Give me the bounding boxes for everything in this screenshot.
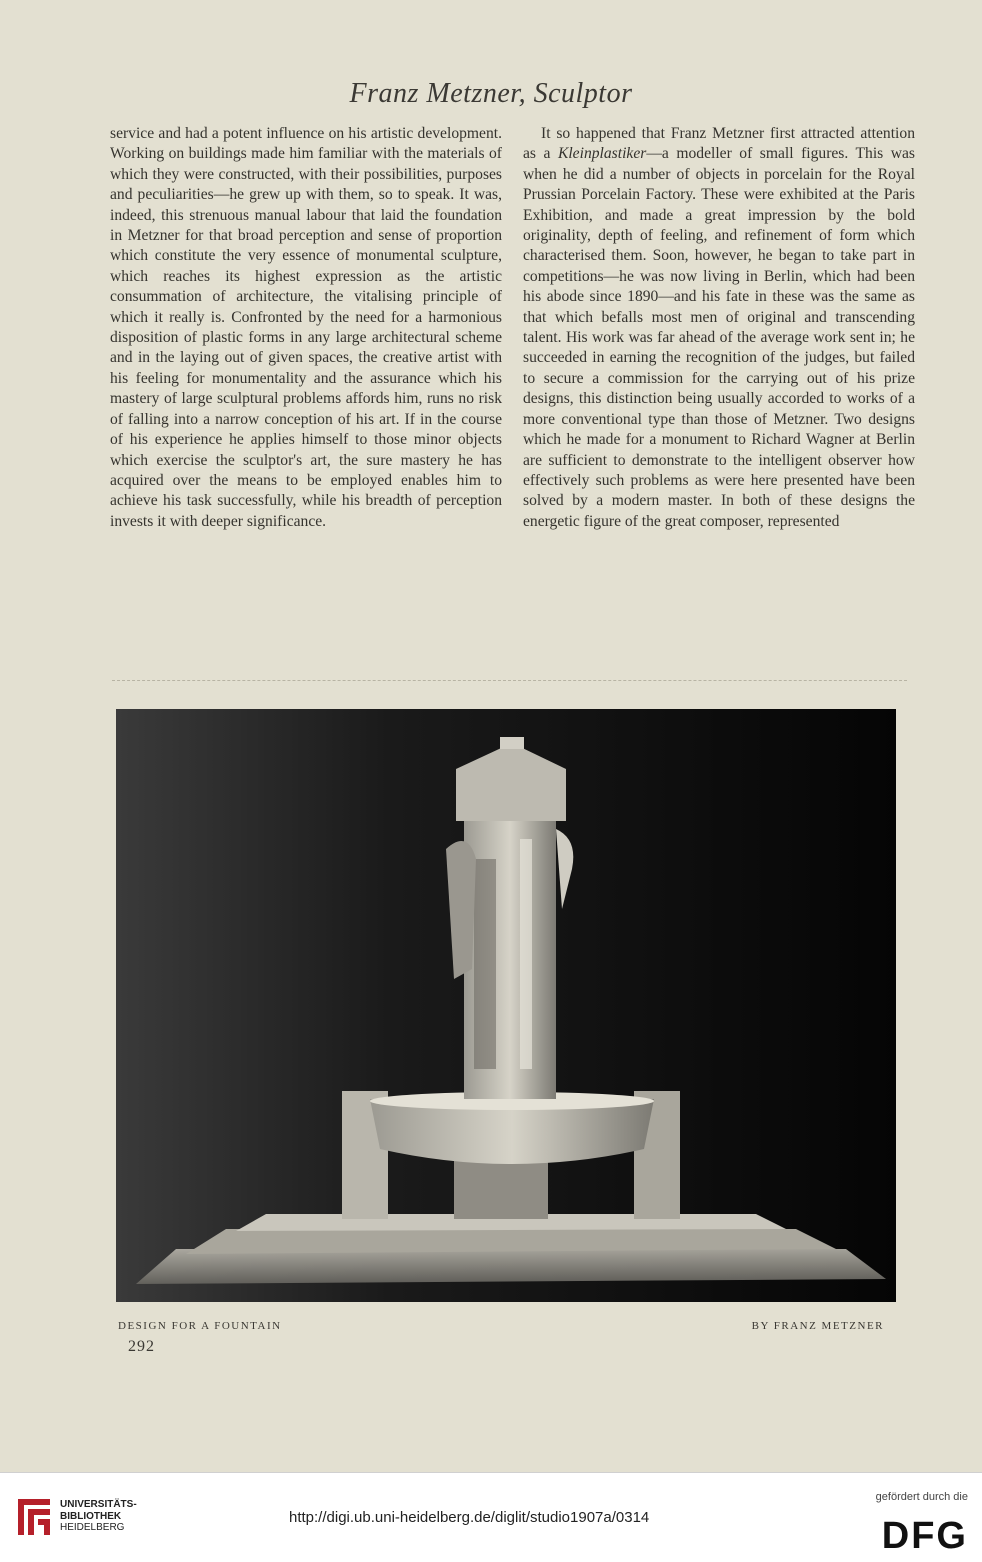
page-number: 292 [128,1338,155,1355]
library-name-line: BIBLIOTHEK [60,1510,122,1522]
permalink-link[interactable]: http://digi.ub.uni-heidelberg.de/diglit/studio1907a/0314 [289,1509,650,1526]
plate-caption: DESIGN FOR A FOUNTAIN [118,1320,282,1332]
right-text-rest: —a modeller of small figures. This was when he did a number of objects in porcelain for the Royal Prussian Porcelain Factory. These were exhibited at the Paris Exhibition, and made a great impression by the bold originality, depth of feeling, and refinement of form which characterised them. Soon, however, he began to take part in competitions—he was now living in Berlin, which had been his abode since 1890—and his fate in these was the same as that which befalls most men of original and transcending talent. His work was far ahead of the average work sent in; he succeeded in earning the recognition of the judges, but failed to secure a commission for the carrying out of his prize designs, this distinction being usually accorded to works of a more conventional type than those of Metzner. Two designs which he made for a monument to Richard Wagner at Berlin are sufficient to demonstrate to the intelligent observer how effectively such problems as were here presented have been solved by a modern master. In both of these designs the energetic figure of the great composer, represented [523,145,915,530]
right-text-start: It so happened that Franz Metzner first attracted attention as a [523,125,915,163]
page-divider [112,680,907,682]
left-text-column [110,124,502,532]
fountain-illustration [116,709,896,1302]
right-paragraph [523,124,915,532]
plate-credit: BY FRANZ METZNER [751,1320,884,1332]
university-library-logo-icon [14,1495,54,1539]
running-head: Franz Metzner, Sculptor [349,78,633,109]
library-name [60,1499,137,1534]
left-paragraph: service and had a potent influence on his artistic development. Working on buildings made him familiar with the materials of which they were constructed, with their possibilities, purposes and peculiarities—he grew up with them, so to speak. It was, indeed, this strenuous manual labour that laid the foundation in Metzner for that broad perception and sense of proportion which constitute the very essence of monumental sculpture, which reaches its highest expression as the artistic consummation of architecture, the vitalising principle of which it really is. Confronted by the need for a harmonious disposition of plastic forms in any large architectural scheme and in the laying out of given spaces, the creative artist with his feeling for monumentality and the assurance which his mastery of large sculptural problems affords him, runs no risk of falling into a narrow conception of his art. If in the course of his experience he applies himself to those minor objects which exercise the sculptor's art, the sure mastery he has acquired over the means to be employed enables him to achieve his task successfully, while his breadth of perception invests it with deeper significance. [110,125,502,530]
library-name-line: UNIVERSITÄTS- [60,1499,137,1510]
digitization-footer [0,1472,982,1562]
right-text-column [523,124,915,532]
funding-note: gefördert durch die [875,1491,968,1503]
italic-term: Kleinplastiker [557,145,647,163]
library-name-line: HEIDELBERG [60,1522,125,1533]
dfg-logo: DFG [881,1515,968,1557]
permalink[interactable] [289,1509,649,1526]
fountain-photograph [116,709,896,1302]
